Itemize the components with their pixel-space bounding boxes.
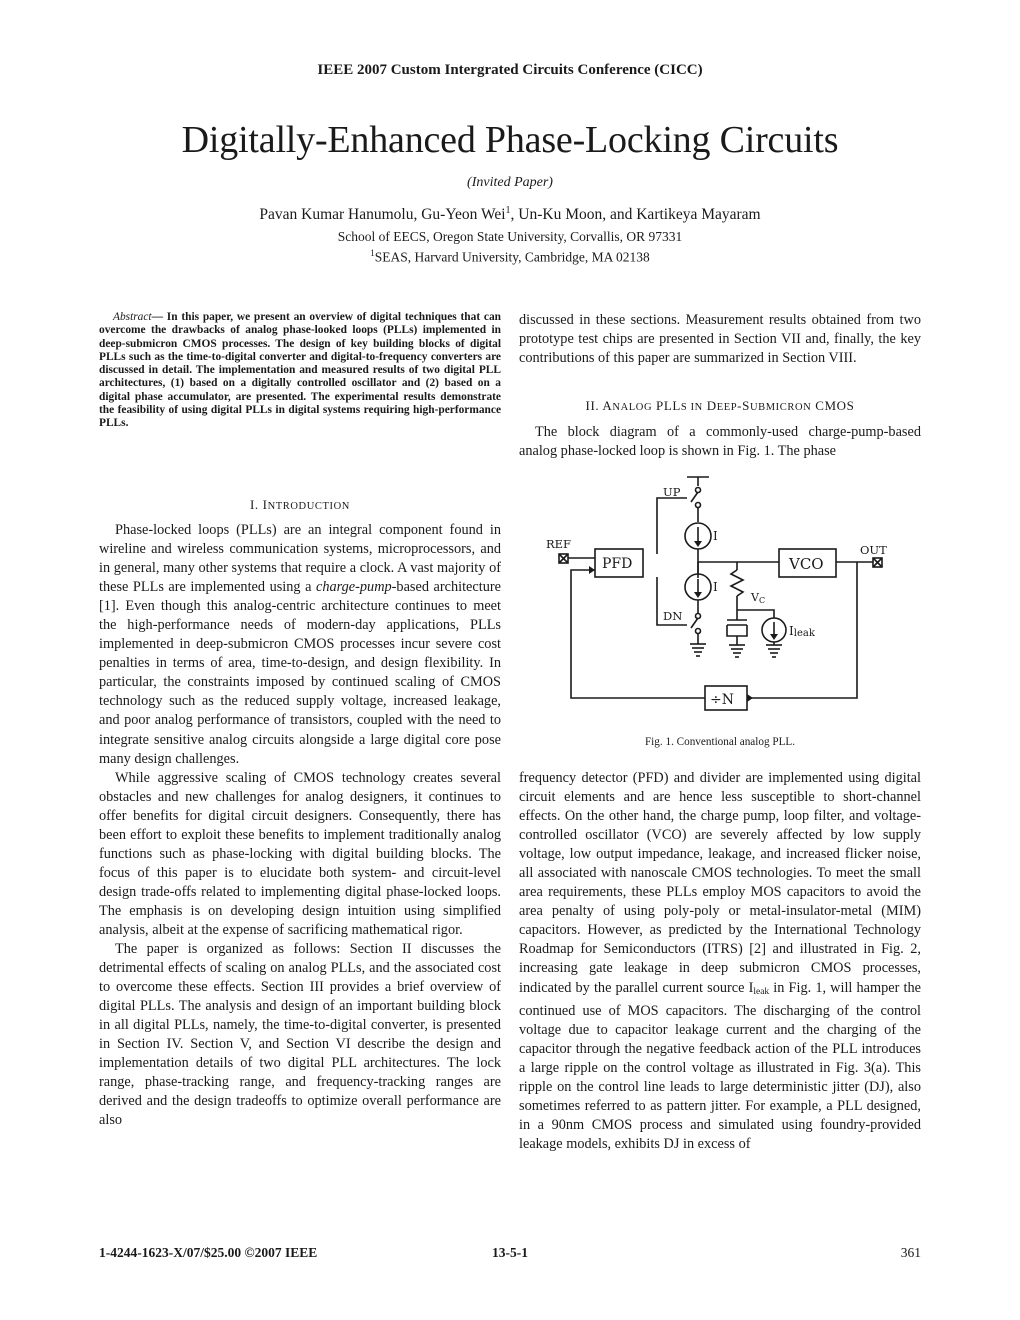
- affiliation-2-text: SEAS, Harvard University, Cambridge, MA 02138: [374, 249, 650, 265]
- label-vc: [750, 591, 765, 605]
- s2-h9: CMOS: [811, 398, 855, 413]
- s2-h8: UBMICRON: [749, 402, 812, 413]
- dn-switch-contact-bot: [696, 629, 701, 634]
- author-list: [0, 205, 1020, 224]
- arrowhead-leak: [770, 634, 778, 640]
- continued-paragraph: discussed in these sections. Measurement results obtained from two prototype test chips are presented in Section VII and, finally, the key contributions of this paper are summarized in Section VIII.: [519, 312, 921, 367]
- s2-h1: II. A: [585, 398, 613, 413]
- left-column-body: [99, 521, 501, 1131]
- s2-p2-a: frequency detector (PFD) and divider are implemented using digital circuit elements and are hence less susceptible to short-channel effects. On the other hand, the charge pump, loop filter, and voltage-controlled oscillator (VCO) are severely affected by low supply voltage, low output impedance, leakage, and increased flicker noise, all associated with nanoscale CMOS technologies. To meet the small area requirements, these PLLs employ MOS capacitors to avoid the area penalty of using poly-poly or metal-insulator-metal (MIM) capacitors. However, as predicted by the International Technology Roadmap for Semiconductors (ITRS) [2] and illustrated in Fig. 2, increasing gate leakage in deep submicron CMOS processes, indicated by the parallel current source I: [519, 770, 921, 996]
- intro-paragraph-1: [99, 521, 501, 769]
- section-2-paragraph-1: The block diagram of a commonly-used charge-pump-based analog phase-locked loop is shown in Fig. 1. The phase: [519, 424, 921, 460]
- resistor: [731, 570, 743, 596]
- label-vc-sub: C: [758, 596, 766, 605]
- invited-note: (Invited Paper): [467, 175, 553, 190]
- label-vc-main: V: [751, 591, 759, 604]
- label-dn: DN: [663, 609, 683, 623]
- affiliation-1: School of EECS, Oregon State University, Corvallis, OR 97331: [337, 229, 683, 244]
- leak-wire-top: [737, 610, 774, 618]
- s2-h3: PLL: [652, 398, 681, 413]
- label-ref: REF: [546, 537, 572, 551]
- section-2-intro: [519, 423, 921, 461]
- s2-h6: EEP: [716, 402, 738, 413]
- intro-p1-a: Phase-locked loops (PLLs) are an integral component found in wireline and wireless communication systems, microprocessors, and in general, many other systems that require a clock. A vast majority of these PLLs are implemented using a: [99, 522, 501, 596]
- affiliation-2-sup: 1: [370, 248, 375, 258]
- label-i-top: I: [713, 529, 718, 543]
- label-up: UP: [663, 485, 681, 499]
- paper-title: Digitally-Enhanced Phase-Locking Circuits: [181, 119, 839, 161]
- dn-switch-contact-top: [696, 614, 701, 619]
- figure-1-caption: Fig. 1. Conventional analog PLL.: [644, 736, 796, 748]
- label-ileak-sub: leak: [793, 628, 815, 639]
- pll-block-diagram: [519, 470, 921, 728]
- label-pfd: PFD: [602, 556, 633, 572]
- label-i-bottom: I: [713, 580, 718, 594]
- right-column-body: [519, 769, 921, 1154]
- label-vco: VCO: [789, 555, 824, 573]
- affiliation-2: [0, 248, 1020, 266]
- abstract-label: Abstract: [113, 311, 152, 323]
- footer-session: 13-5-1: [492, 1245, 528, 1260]
- section-1-title: NTRODUCTION: [267, 501, 350, 512]
- section-1-num: I. I: [250, 497, 268, 512]
- arrowhead-into-pfd: [589, 566, 595, 574]
- footer-copyright: 1-4244-1623-X/07/$25.00 ©2007 IEEE: [99, 1245, 318, 1260]
- label-ileak: [789, 624, 816, 639]
- section-2-paragraph-2: [519, 769, 921, 1154]
- abstract-text: — In this paper, we present an overview of digital techniques that can overcome the drawbacks of analog phase-looked loops (PLLs) implemented in deep-submicron CMOS processes. The design of key building blocks of digital PLLs such as the time-to-digital converter and digital-to-frequency converters are discussed in detail. The implementation and measured results of two digital PLL architectures, (1) based on a digitally controlled oscillator and (2) based on a digital phase accumulator, are presented. The experimental results demonstrate the feasibility of using digital PLLs in digital systems requiring high-performance PLLs.: [99, 311, 501, 430]
- section-2-heading: [519, 398, 921, 414]
- section-1-heading: [99, 497, 501, 513]
- intro-p1-em: charge-pump: [315, 579, 392, 596]
- intro-paragraph-2: While aggressive scaling of CMOS technology creates several obstacles and new challenges for analog designers, it continues to offer benefits for digital circuit designers. Consequently, there has been effort to exploit these benefits to implement traditionally analog functions such as phase-locking with digital building blocks. The focus of this paper is to elucidate both system- and circuit-level design trade-offs related to implementing digital phase-locked loops. The emphasis is on developing design intuition using simplified analysis, albeit at the expense of sacrificing mathematical rigor.: [99, 769, 501, 938]
- arrowhead-bottom: [694, 592, 702, 598]
- label-out: OUT: [860, 543, 887, 557]
- arrowhead-into-divider: [747, 694, 753, 702]
- dn-switch-blade: [691, 618, 698, 628]
- up-switch-blade: [691, 492, 698, 502]
- authors-sup: 1: [505, 205, 511, 216]
- label-ileak-main: I: [789, 624, 794, 638]
- right-column-top: [519, 311, 921, 368]
- arrowhead-top: [694, 541, 702, 547]
- footer-page-number: 361: [900, 1245, 921, 1260]
- up-switch-contact-bot: [696, 503, 701, 508]
- s2-h2: NALOG: [612, 402, 653, 413]
- s2-h5: D: [702, 398, 717, 413]
- label-divider: ÷N: [710, 692, 734, 708]
- authors-part2: , Un-Ku Moon, and Kartikeya Mayaram: [510, 206, 761, 224]
- s2-h7: -S: [737, 398, 750, 413]
- abstract: [99, 311, 501, 431]
- intro-paragraph-3: The paper is organized as follows: Section II discusses the detrimental effects of scaling on analog PLLs, and the associated cost to overcome these effects. Section III provides a brief overview of digital PLLs. The analysis and design of an important building block in all digital PLLs, namely, the time-to-digital converter, is presented in Section IV. Section V, and Section VI describe the design and implementation details of two digital PLL architectures. The lock range, phase-tracking range, and frequency-tracking ranges are derived and the design tradeoffs to optimize overall performance are also: [99, 941, 501, 1129]
- s2-h4: S IN: [680, 402, 703, 413]
- s2-p2-sub: leak: [753, 986, 770, 997]
- moscap-sd: [727, 625, 747, 636]
- up-control-wire: [657, 498, 687, 554]
- up-switch-contact-top: [696, 488, 701, 493]
- intro-p1-b: -based architecture [1]. Even though this analog-centric architecture continues to meet the high-performance needs of modern-day applications, PLLs implemented in deep-submicron CMOS processes incur severe cost penalties in terms of area, time-to-design, and design flexibility. In particular, the constraints imposed by continued scaling of CMOS technology such as the reduced supply voltage, increased leakage, and poor analog performance of transistors, coupled with the need to integrate sensitive analog circuits alongside a large digital core pose many design challenges.: [99, 579, 501, 767]
- s2-p2-b: in Fig. 1, will hamper the continued use of MOS capacitors. The discharging of the control voltage due to capacitor leakage current and the charging of the capacitor through the negative feedback action of the PLL introduces a large ripple on the control voltage as illustrated in Fig. 3(a). This ripple on the control line leads to large deterministic jitter (DJ), also sometimes referred to as pattern jitter. For example, a PLL designed, in a 90nm CMOS process and simulated using foundry-provided leakage models, exhibits DJ in excess of: [519, 979, 921, 1152]
- authors-part1: Pavan Kumar Hanumolu, Gu-Yeon Wei: [259, 206, 506, 224]
- conference-header: IEEE 2007 Custom Intergrated Circuits Conference (CICC): [317, 62, 703, 78]
